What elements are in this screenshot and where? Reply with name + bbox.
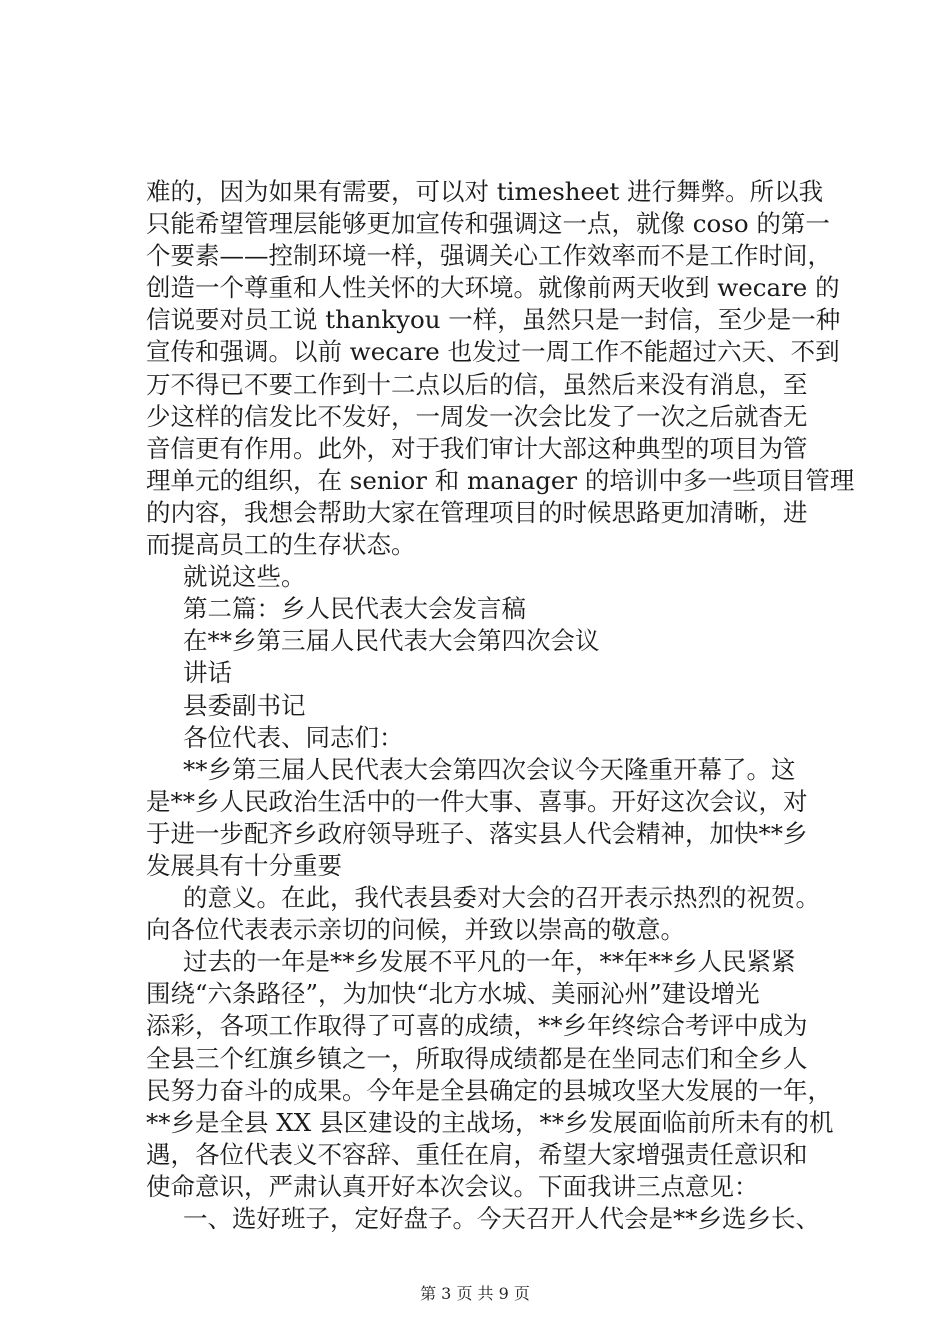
text-line: 讲话 <box>183 658 232 688</box>
text-line: 音信更有作用。此外，对于我们审计大部这种典型的项目为管 <box>146 433 808 463</box>
text-line: 信说要对员工说 thankyou 一样，虽然只是一封信，至少是一种 <box>146 305 841 335</box>
text-line: 民努力奋斗的成果。今年是全县确定的县城攻坚大发展的一年， <box>146 1075 832 1105</box>
page-footer: 第 3 页 共 9 页 <box>420 1284 530 1303</box>
text-line: 少这样的信发比不发好，一周发一次会比发了一次之后就杳无 <box>146 401 808 431</box>
text-line: 县委副书记 <box>183 690 306 720</box>
text-line: 而提高员工的生存状态。 <box>146 530 416 560</box>
text-line: 围绕“六条路径”，为加快“北方水城、美丽沁州”建设增光 <box>146 979 760 1009</box>
text-line: 只能希望管理层能够更加宣传和强调这一点，就像 coso 的第一 <box>146 209 830 239</box>
text-line: 向各位代表表示亲切的问候，并致以崇高的敬意。 <box>146 915 685 945</box>
text-line: 个要素——控制环境一样，强调关心工作效率而不是工作时间， <box>146 241 832 271</box>
text-line: 创造一个尊重和人性关怀的大环境。就像前两天收到 wecare 的 <box>146 273 840 303</box>
text-line: 使命意识，严肃认真开好本次会议。下面我讲三点意见： <box>146 1171 759 1201</box>
text-line: 第二篇：乡人民代表大会发言稿 <box>183 594 526 624</box>
text-line: 一、选好班子，定好盘子。今天召开人代会是**乡选乡长、 <box>183 1204 820 1233</box>
text-line: 在**乡第三届人民代表大会第四次会议 <box>183 626 600 656</box>
text-line: 宣传和强调。以前 wecare 也发过一周工作不能超过六天、不到 <box>146 337 840 367</box>
text-line: 于进一步配齐乡政府领导班子、落实县人代会精神，加快**乡 <box>146 818 808 848</box>
text-line: **乡第三届人民代表大会第四次会议今天隆重开幕了。这 <box>183 754 796 784</box>
text-line: 发展具有十分重要 <box>146 850 342 880</box>
text-line: 全县三个红旗乡镇之一，所取得成绩都是在坐同志们和全乡人 <box>146 1043 808 1073</box>
text-line: 添彩，各项工作取得了可喜的成绩，**乡年终综合考评中成为 <box>146 1011 808 1041</box>
text-line: 万不得已不要工作到十二点以后的信，虽然后来没有消息，至 <box>146 369 808 399</box>
text-line: 各位代表、同志们： <box>183 722 404 752</box>
text-line: 的内容，我想会帮助大家在管理项目的时候思路更加清晰，进 <box>146 497 808 527</box>
text-line: 难的，因为如果有需要，可以对 timesheet 进行舞弊。所以我 <box>146 177 824 206</box>
text-line: 过去的一年是**乡发展不平凡的一年，**年**乡人民紧紧 <box>183 947 796 977</box>
text-line: 理单元的组织，在 senior 和 manager 的培训中多一些项目管理 <box>146 465 855 495</box>
text-line: 就说这些。 <box>183 562 306 592</box>
text-line: 的意义。在此，我代表县委对大会的召开表示热烈的祝贺。 <box>183 883 820 913</box>
text-line: 是**乡人民政治生活中的一件大事、喜事。开好这次会议，对 <box>146 786 808 816</box>
document-body <box>146 176 855 1235</box>
text-line: **乡是全县 XX 县区建设的主战场，**乡发展面临前所未有的机 <box>146 1107 834 1137</box>
text-line: 遇，各位代表义不容辞、重任在肩，希望大家增强责任意识和 <box>146 1139 808 1169</box>
